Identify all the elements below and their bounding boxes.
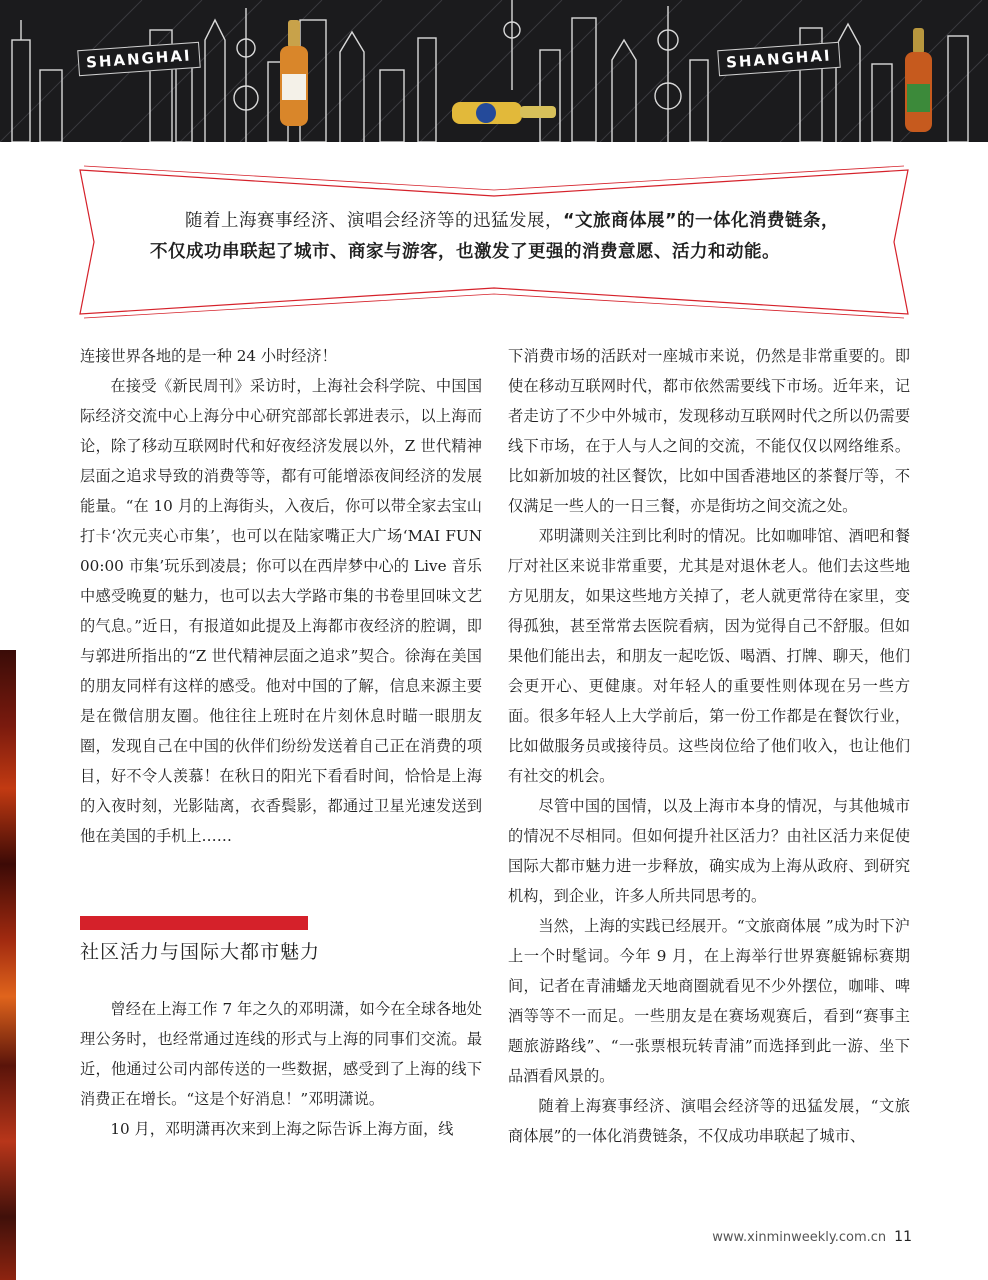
page-footer	[712, 1229, 912, 1245]
paragraph: 尽管中国的国情，以及上海市本身的情况，与其他城市的情况不尽相同。但如何提升社区活力？由社区活力来促使国际大都市魅力进一步释放，确实成为上海从政府、到研究机构，到企业，许多人所共同思考的。	[508, 797, 910, 905]
shanghai-tag-left: SHANGHAI	[77, 42, 200, 76]
beer-bottle-right	[905, 28, 932, 132]
paragraph: 10 月，邓明潇再次来到上海之际告诉上海方面，线	[110, 1120, 454, 1138]
paragraph: 当然，上海的实践已经展开。“文旅商体展 ”成为时下沪上一个时髦词。今年 9 月，在上海举行世界赛艇锦标赛期间，记者在青浦蟠龙天地商圈就看见不少外摆位，咖啡、啤酒等等不一而足。一些朋友是在赛场观赛后，看到“赛事主题旅游路线”、“一张票根玩转青浦”而选择到此一游、坐下品酒看风景的。	[508, 917, 910, 1085]
left-column-bottom	[80, 994, 482, 1144]
lede-paragraph	[150, 206, 850, 268]
edge-photo-strip	[0, 650, 16, 1280]
page-number: 11	[894, 1229, 912, 1245]
lede-part-2: “文旅商体展”的一体化消费链条，不仅成功串联起了城市、商家与游客，也激发了更强的消费意愿、活力和动能。	[150, 211, 840, 262]
paragraph: 在接受《新民周刊》采访时，上海社会科学院、中国国际经济交流中心上海分中心研究部部长郭进表示，以上海而论，除了移动互联网时代和好夜经济发展以外，Z 世代精神层面之追求导致的消费等等，都有可能增添夜间经济的发展能量。“在 10 月的上海街头，入夜后，你可以带全家去宝山打卡‘次元夹心市集’，也可以在陆家嘴正大广场‘MAI FUN 00:00 市集’玩乐到凌晨；你可以在西岸梦中心的 Live 音乐中感受晚夏的魅力，也可以去大学路市集的书卷里回味文艺的气息。”近日，有报道如此提及上海都市夜经济的腔调，即与郭进所指出的“Z 世代精神层面之追求”契合。徐海在美国的朋友同样有这样的感受。他对中国的了解，信息来源主要是在微信朋友圈。他往往上班时在片刻休息时瞄一眼朋友圈，发现自己在中国的伙伴们纷纷发送着自己正在消费的项目，好不令人羡慕！在秋日的阳光下看看时间，恰恰是上海的入夜时刻，光影陆离，衣香鬓影，都通过卫星光速发送到他在美国的手机上……	[80, 377, 482, 845]
paragraph: 下消费市场的活跃对一座城市来说，仍然是非常重要的。即使在移动互联网时代，都市依然需要线下市场。近年来，记者走访了不少中外城市，发现移动互联网时代之所以仍需要线下市场，在于人与人之间的交流，不能仅仅以网络维系。比如新加坡的社区餐饮，比如中国香港地区的茶餐厅等，不仅满足一些人的一日三餐，亦是街坊之间交流之处。	[508, 347, 910, 515]
shanghai-tag-right: SHANGHAI	[717, 42, 840, 76]
left-column-top	[80, 341, 482, 851]
paragraph: 曾经在上海工作 7 年之久的邓明潇，如今在全球各地处理公务时，也经常通过连线的形式与上海的同事们交流。最近，他通过公司内部传送的一些数据，感受到了上海的线下消费正在增长。“这是个好消息！”邓明潇说。	[80, 1000, 482, 1108]
section-heading: 社区活力与国际大都市魅力	[80, 941, 321, 963]
paragraph: 连接世界各地的是一种 24 小时经济！	[80, 347, 337, 365]
paragraph: 邓明潇则关注到比利时的情况。比如咖啡馆、酒吧和餐厅对社区来说非常重要，尤其是对退休老人。他们去这些地方见朋友，如果这些地方关掉了，老人就更常待在家里，变得孤独，甚至常常去医院看病，因为觉得自己不舒服。但如果他们能出去，和朋友一起吃饭、喝酒、打牌、聊天，他们会更开心、更健康。对年轻人的重要性则体现在另一些方面。很多年轻人上大学前后，第一份工作都是在餐饮行业，比如做服务员或接待员。这些岗位给了他们收入，也让他们有社交的机会。	[508, 527, 910, 785]
beer-bottle-left	[280, 20, 308, 126]
lede-part-1: 随着上海赛事经济、演唱会经济等的迅猛发展，	[185, 211, 563, 231]
paragraph: 随着上海赛事经济、演唱会经济等的迅猛发展，“文旅商体展”的一体化消费链条，不仅成功串联起了城市、	[508, 1097, 910, 1145]
website-url[interactable]: www.xinminweekly.com.cn	[712, 1230, 887, 1245]
right-column	[508, 341, 910, 1151]
section-accent-bar	[80, 916, 308, 930]
top-banner-illustration	[0, 0, 988, 142]
